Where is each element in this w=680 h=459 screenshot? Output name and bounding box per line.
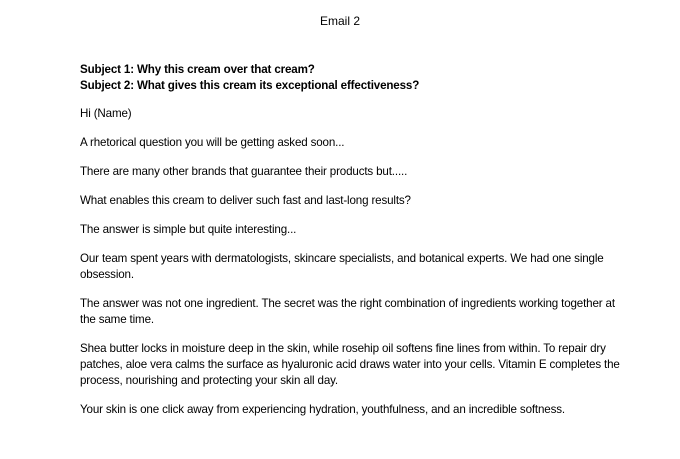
document-title: Email 2 (319, 14, 360, 28)
greeting: Hi (Name) (80, 107, 132, 120)
paragraph: What enables this cream to deliver such fast and last-long results? (80, 194, 411, 207)
email-body (80, 62, 620, 418)
paragraph: Shea butter locks in moisture deep in the skin, while rosehip oil softens fine lines from within. To repair dry patches, aloe vera calms the surface as hyaluronic acid draws water into your cells. Vitamin E completes the process, nourishing and protecting your skin all day. (80, 342, 620, 387)
subject-line-1: Subject 1: Why this cream over that cream? (80, 63, 315, 76)
paragraph: The answer is simple but quite interesting... (80, 223, 297, 236)
paragraph: Your skin is one click away from experiencing hydration, youthfulness, and an incredible softness. (80, 403, 565, 416)
paragraph: There are many other brands that guarantee their products but..... (80, 165, 408, 178)
subject-line-2: Subject 2: What gives this cream its exceptional effectiveness? (80, 79, 420, 92)
paragraph: The answer was not one ingredient. The secret was the right combination of ingredients working together at the same time. (80, 297, 615, 326)
paragraph: Our team spent years with dermatologists, skincare specialists, and botanical experts. We had one single obsession. (80, 252, 604, 281)
paragraph: A rhetorical question you will be getting asked soon... (80, 136, 345, 149)
